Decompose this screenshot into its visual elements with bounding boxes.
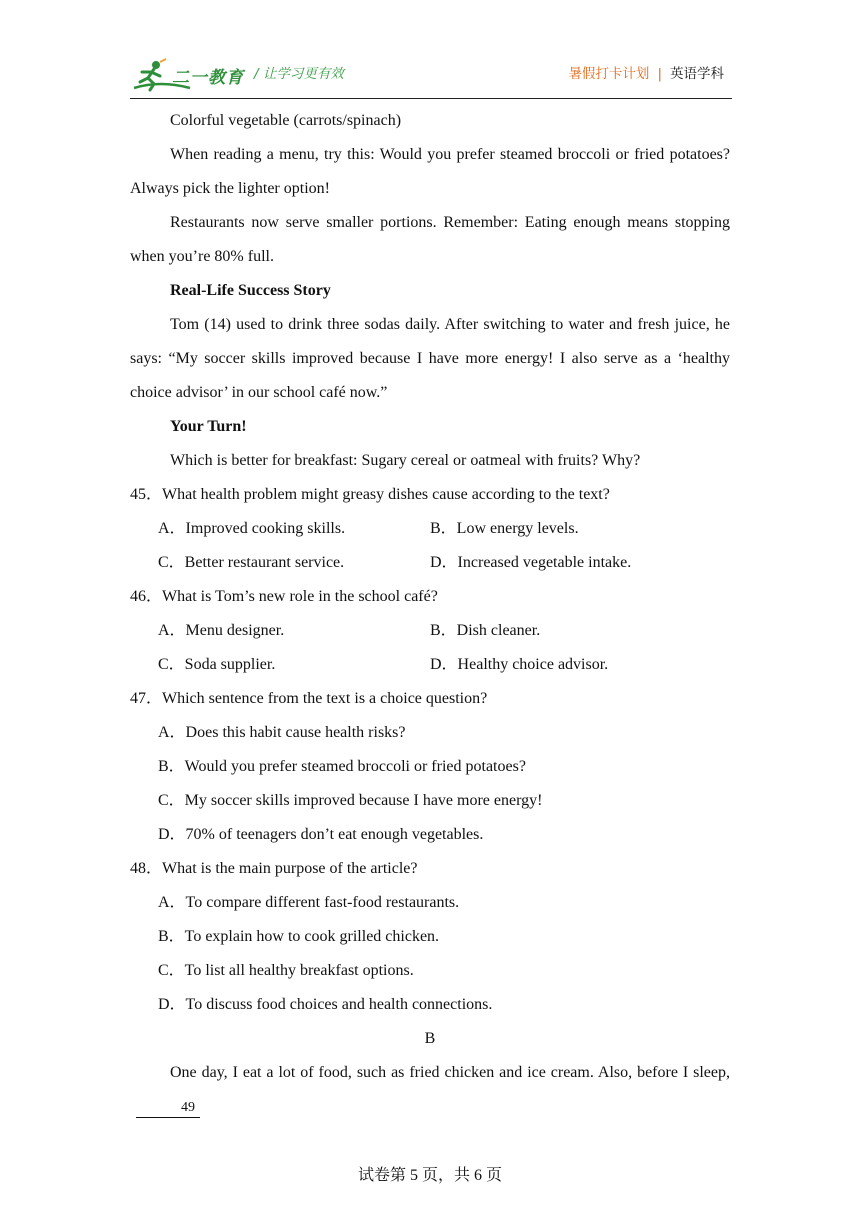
header-separator: | — [657, 66, 662, 82]
answer-blank[interactable]: 49 — [136, 1099, 200, 1118]
question-45 — [130, 478, 730, 580]
option-c: C．My soccer skills improved because I have more energy! — [158, 792, 543, 809]
option-a: A．Does this habit cause health risks? — [158, 724, 406, 741]
page-footer: 试卷第 5 页，共 6 页 — [357, 1167, 502, 1184]
paragraph: Colorful vegetable (carrots/spinach) — [170, 112, 402, 129]
option-d: D．Healthy choice advisor. — [430, 656, 609, 673]
paragraph: Tom (14) used to drink three sodas daily. After switching to water and fresh juice, he says: “My soccer skills improved because I have more energy! I also serve as a ‘healthy choice advisor’ in our school café now.” — [130, 316, 730, 401]
question-47 — [130, 682, 730, 852]
question-stem: 47．Which sentence from the text is a choice question? — [130, 690, 488, 707]
question-stem: 46．What is Tom’s new role in the school café? — [130, 588, 438, 605]
header-divider — [130, 98, 732, 99]
option-b: B．Low energy levels. — [430, 520, 579, 537]
option-row — [130, 614, 730, 648]
page-header — [130, 54, 732, 100]
option-d: D．70% of teenagers don’t eat enough vegetables. — [158, 826, 484, 843]
question-48 — [130, 852, 730, 1022]
option-row — [130, 512, 730, 546]
option-b: B．To explain how to cook grilled chicken. — [158, 928, 440, 945]
section-heading: Your Turn! — [170, 418, 247, 435]
header-right — [568, 62, 724, 82]
option-b: B．Dish cleaner. — [430, 622, 541, 639]
option-b: B．Would you prefer steamed broccoli or fried potatoes? — [158, 758, 526, 775]
question-stem: 45．What health problem might greasy dishes cause according to the text? — [130, 486, 610, 503]
paragraph: Which is better for breakfast: Sugary cereal or oatmeal with fruits? Why? — [170, 452, 641, 469]
option-row — [130, 648, 730, 682]
option-a: A．Improved cooking skills. — [158, 520, 346, 537]
option-d: D．To discuss food choices and health connections. — [158, 996, 493, 1013]
subject-label: 英语学科 — [670, 66, 724, 82]
option-c: C．To list all healthy breakfast options. — [158, 962, 414, 979]
question-46 — [130, 580, 730, 682]
section-label: B — [424, 1030, 436, 1047]
option-c: C．Better restaurant service. — [158, 554, 345, 571]
plan-label: 暑假打卡计划 — [568, 66, 650, 82]
option-d: D．Increased vegetable intake. — [430, 554, 632, 571]
paragraph: Restaurants now serve smaller portions. Remember: Eating enough means stopping when you’re 80% full. — [130, 214, 730, 265]
logo-text: 二一教育 — [172, 68, 244, 88]
option-c: C．Soda supplier. — [158, 656, 276, 673]
section-heading: Real-Life Success Story — [170, 282, 331, 299]
passage-text: One day, I eat a lot of food, such as fried chicken and ice cream. Also, before I sleep, — [170, 1064, 730, 1081]
document-body — [130, 104, 730, 1124]
option-a: A．Menu designer. — [158, 622, 285, 639]
paragraph — [130, 1056, 730, 1124]
slogan: / 让学习更有效 — [254, 66, 344, 82]
option-row — [130, 546, 730, 580]
option-a: A．To compare different fast-food restaurants. — [158, 894, 460, 911]
paragraph: When reading a menu, try this: Would you prefer steamed broccoli or fried potatoes? Always pick the lighter option! — [130, 146, 730, 197]
question-stem: 48．What is the main purpose of the article? — [130, 860, 418, 877]
